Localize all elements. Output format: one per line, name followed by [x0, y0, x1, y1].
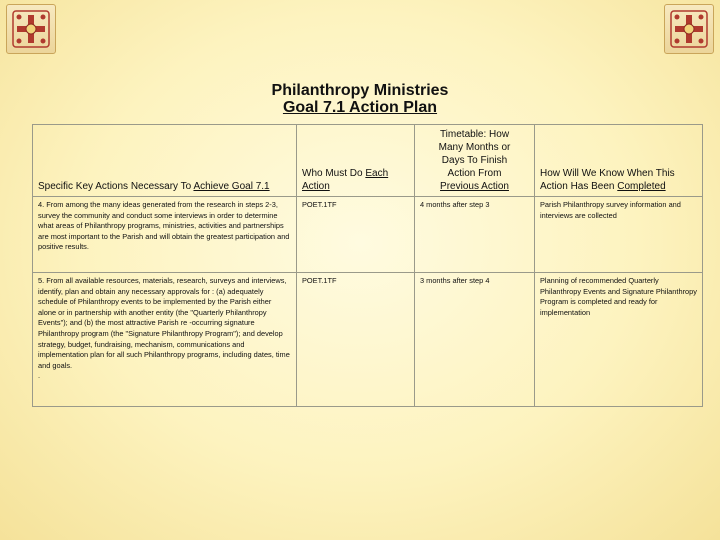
header-who-text: Who Must Do: [302, 168, 366, 179]
header-key-actions-text: Specific Key Actions Necessary To: [38, 181, 194, 192]
slide-title: [0, 82, 720, 116]
completion-cell: Planning of recommended Quarterly Philanthropy Events and Signature Philanthropy Program is completed and ready for implementation: [535, 273, 703, 407]
action-text: 5. From all available resources, materials, research, surveys and interviews, identify, plan and obtain any necessary approvals for : (a) adequately schedule of Philanthropy events to be implemented by the Parish either alone or in partnership with another entity (the "Quarterly Philanthropy Events"); and (b) the most attractive Parish re -occurring signature Philanthropy program (the "Signature Philanthropy Program"); and develop strategy, budget, fundraising, mechanism, communications and implementation plan for all such Philanthropy programs, including dates, time and goals.: [38, 276, 290, 370]
completion-cell: Parish Philanthropy survey information and interviews are collected: [535, 197, 703, 273]
header-key-actions: [33, 125, 297, 197]
who-cell: POET.1TF: [297, 197, 415, 273]
title-line-2: Goal 7.1 Action Plan: [282, 99, 438, 116]
header-who-underlined: Each Action: [302, 168, 389, 192]
header-timetable-line: Timetable: How: [439, 129, 510, 140]
timetable-cell: 4 months after step 3: [415, 197, 535, 273]
header-completion: [535, 125, 703, 197]
action-cell: 4. From among the many ideas generated from the research in steps 2-3, survey the community and conduct some interviews in order to determine what areas of Philanthropy programs, ministries, activities and partnerships are most important to the Parish and will obtain the greatest participation and positive results.: [33, 197, 297, 273]
header-timetable-line: Action From: [447, 168, 502, 179]
church-crest-icon: [664, 4, 714, 54]
header-key-actions-underlined: Achieve Goal 7.1: [193, 181, 270, 192]
church-crest-icon: [6, 4, 56, 54]
header-timetable-line: Days To Finish: [441, 155, 508, 166]
title-line-1: Philanthropy Ministries: [271, 82, 449, 99]
header-timetable-underlined: Previous Action: [440, 181, 509, 192]
timetable-cell: 3 months after step 4: [415, 273, 535, 407]
header-completion-text: How Will We Know When This Action Has Been: [540, 168, 675, 192]
header-timetable: [415, 125, 535, 197]
table-header-row: [33, 125, 703, 197]
header-who: [297, 125, 415, 197]
header-timetable-line: Many Months or: [438, 142, 511, 153]
who-cell: POET.1TF: [297, 273, 415, 407]
action-trailing-mark: .: [38, 371, 41, 381]
action-plan-table: [32, 124, 703, 407]
header-completion-underlined: Completed: [617, 181, 666, 192]
table-row: [33, 273, 703, 407]
action-cell: [33, 273, 297, 407]
table-row: [33, 197, 703, 273]
